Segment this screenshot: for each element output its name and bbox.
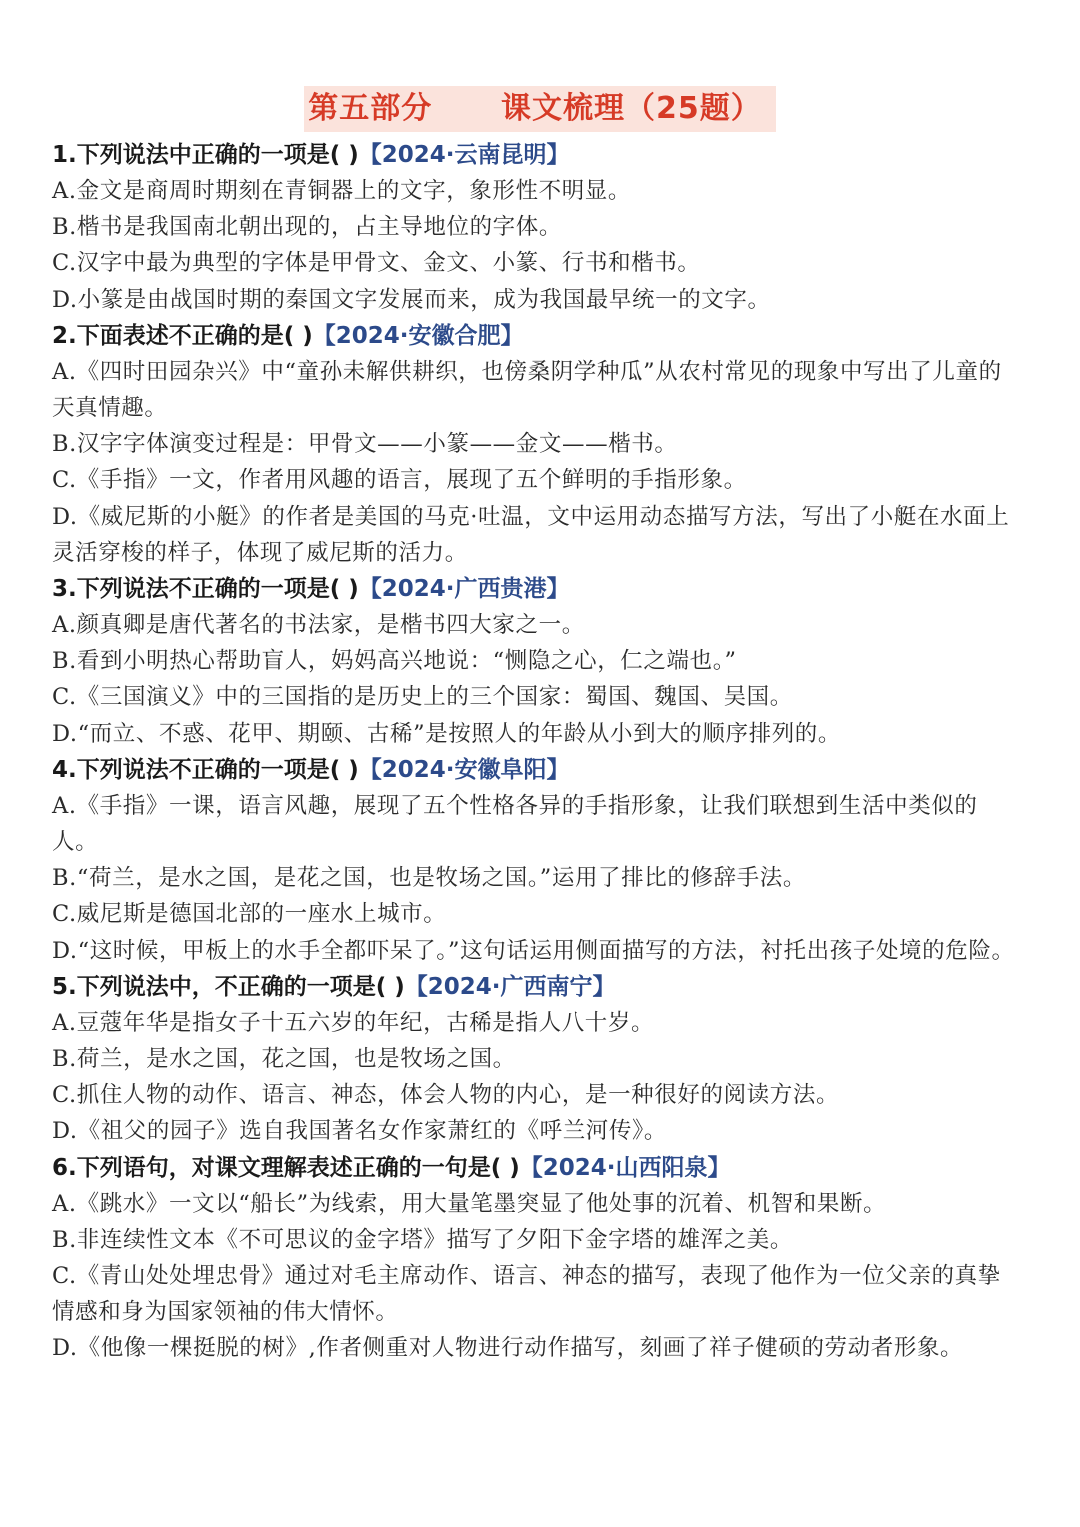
option-b: B.非连续性文本《不可思议的金字塔》描写了夕阳下金字塔的雄浑之美。 [52,1226,793,1253]
question-5 [52,969,1020,1150]
option-a: A.金文是商周时期刻在青铜器上的文字，象形性不明显。 [52,178,632,204]
question-stem [52,318,1020,354]
option-a: A.《跳水》一文以“船长”为线索，用大量笔墨突显了他处事的沉着、机智和果断。 [52,1190,887,1217]
question-text: 6.下列语句，对课文理解表述正确的一句是( ) [52,1154,520,1181]
question-source: 【2024·广西贵港】 [358,576,570,603]
question-source: 【2024·安徽合肥】 [312,322,524,349]
option-d: D.《威尼斯的小艇》的作者是美国的马克·吐温，文中运用动态描写方法，写出了小艇在水面上灵活穿梭的样子，体现了威尼斯的活力。 [52,503,1010,566]
option-d: D.《祖父的园子》选自我国著名女作家萧红的《呼兰河传》。 [52,1118,667,1145]
option-a: A.《手指》一课，语言风趣，展现了五个性格各异的手指形象，让我们联想到生活中类似的人。 [52,792,978,856]
option-a: A.颜真卿是唐代著名的书法家，是楷书四大家之一。 [52,612,585,639]
option-b: B.汉字字体演变过程是：甲骨文——小篆——金文——楷书。 [52,431,678,458]
option-b: B.楷书是我国南北朝出现的，占主导地位的字体。 [52,214,562,241]
option-c: C.汉字中最为典型的字体是甲骨文、金文、小篆、行书和楷书。 [52,250,701,277]
question-text: 5.下列说法中，不正确的一项是( ) [52,973,405,1000]
option-d: D.《他像一棵挺脱的树》,作者侧重对人物进行动作描写，刻画了祥子健硕的劳动者形象。 [52,1335,964,1362]
question-text: 1.下列说法中正确的一项是( ) [52,142,359,168]
question-2 [52,318,1020,571]
option-a: A.豆蔻年华是指女子十五六岁的年纪，古稀是指人八十岁。 [52,1009,655,1036]
option-d: D.“这时候，甲板上的水手全都吓呆了。”这句话运用侧面描写的方法，衬托出孩子处境的危险。 [52,937,1015,964]
question-text: 3.下列说法不正确的一项是( ) [52,576,359,603]
question-source: 【2024·云南昆明】 [358,142,570,168]
option-c: C.《手指》一文，作者用风趣的语言，展现了五个鲜明的手指形象。 [52,467,747,494]
question-4 [52,752,1020,969]
question-3 [52,571,1020,752]
option-b: B.荷兰，是水之国，花之国，也是牧场之国。 [52,1046,516,1073]
question-list [52,137,1020,1367]
question-text: 2.下面表述不正确的是( ) [52,322,313,349]
option-b: B.看到小明热心帮助盲人，妈妈高兴地说：“恻隐之心，仁之端也。” [52,648,737,675]
option-a: A.《四时田园杂兴》中“童孙未解供耕织，也傍桑阴学种瓜”从农村常见的现象中写出了儿童的天真情趣。 [52,358,1002,422]
option-c: C.抓住人物的动作、语言、神态，体会人物的内心，是一种很好的阅读方法。 [52,1082,840,1109]
title-bar [0,86,1080,132]
option-c: C.《青山处处埋忠骨》通过对毛主席动作、语言、神态的描写，表现了他作为一位父亲的真挚情感和身为国家领袖的伟大情怀。 [52,1263,1001,1326]
option-b: B.“荷兰，是水之国，是花之国，也是牧场之国。”运用了排比的修辞手法。 [52,865,806,892]
question-text: 4.下列说法不正确的一项是( ) [52,756,359,783]
question-stem [52,571,1020,607]
question-source: 【2024·广西南宁】 [404,973,616,1000]
question-source: 【2024·安徽阜阳】 [358,756,570,783]
question-6 [52,1150,1020,1367]
question-1 [52,137,1020,318]
question-stem [52,137,1020,173]
option-c: C.威尼斯是德国北部的一座水上城市。 [52,901,447,928]
question-stem [52,1150,1020,1186]
option-c: C.《三国演义》中的三国指的是历史上的三个国家：蜀国、魏国、吴国。 [52,684,793,711]
page-title: 第五部分 课文梳理（25题） [304,86,775,132]
question-stem [52,752,1020,788]
question-source: 【2024·山西阳泉】 [519,1154,731,1181]
option-d: D.“而立、不惑、花甲、期颐、古稀”是按照人的年龄从小到大的顺序排列的。 [52,720,841,747]
option-d: D.小篆是由战国时期的秦国文字发展而来，成为我国最早统一的文字。 [52,286,771,313]
question-stem [52,969,1020,1005]
